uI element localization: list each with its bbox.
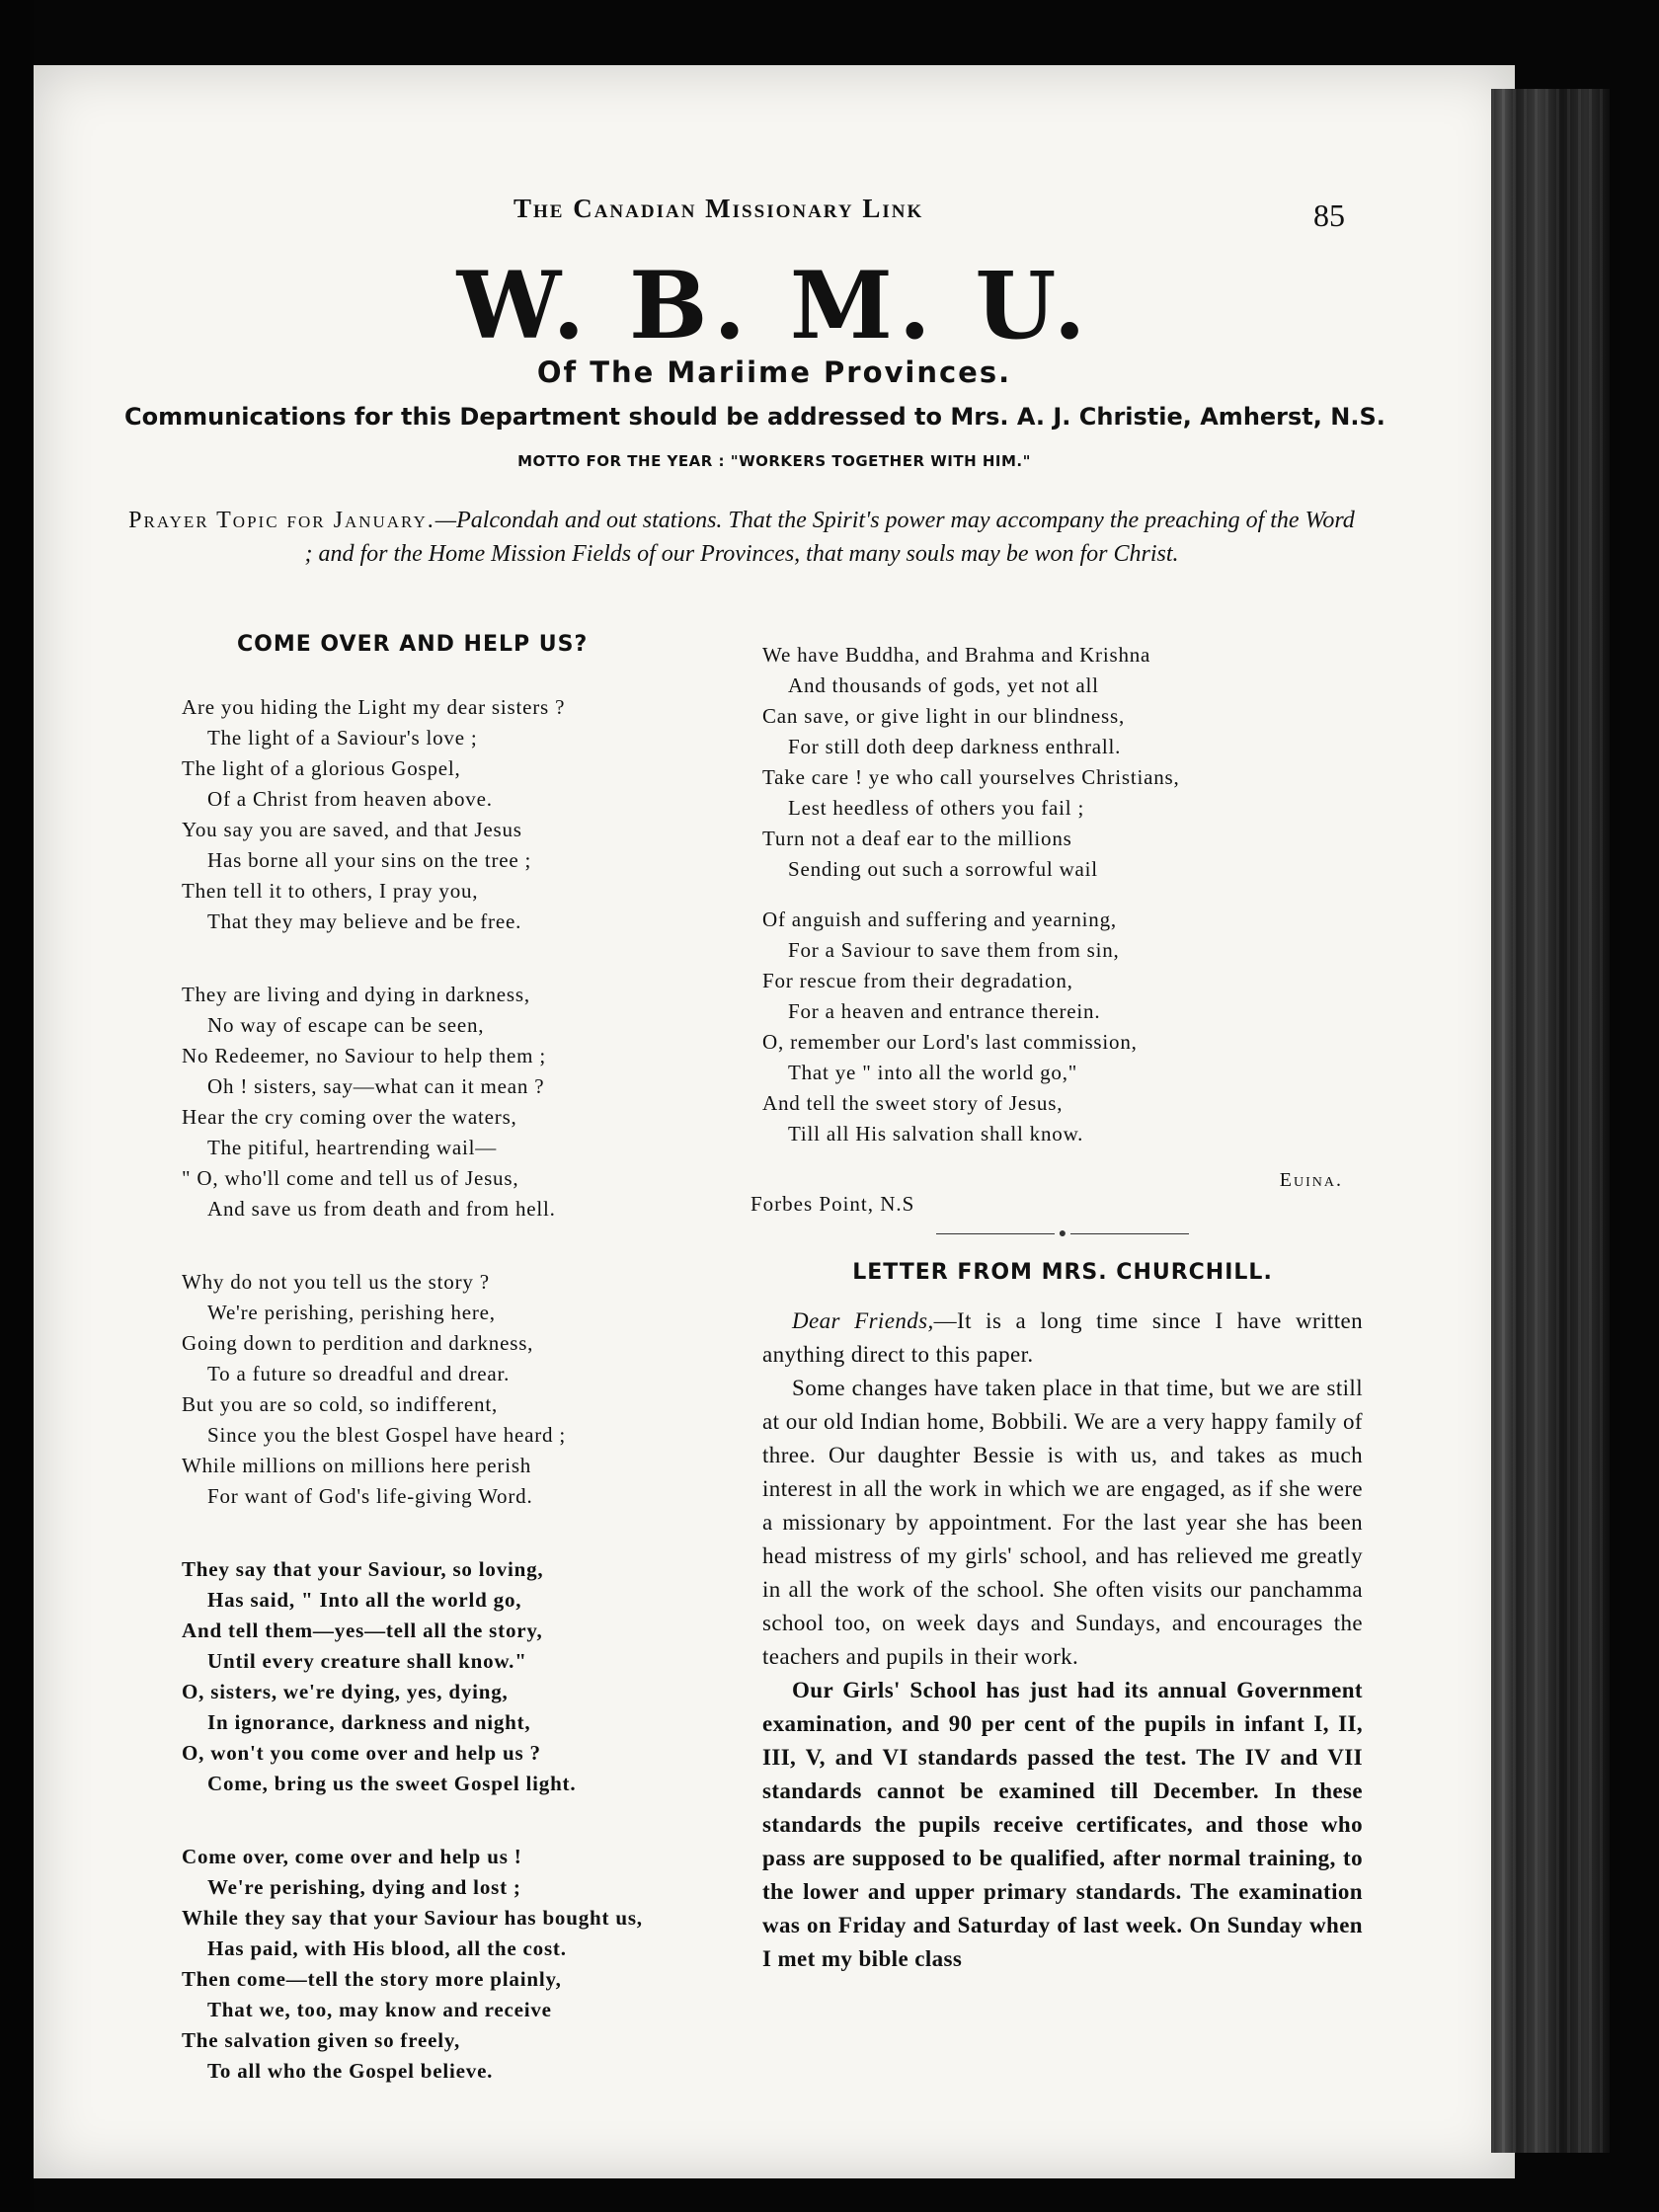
letter-paragraph-text: —It is a long time since I have written anything direct to this paper. <box>762 1308 1363 1367</box>
poem-line: Then come—tell the story more plainly, <box>182 1967 562 1991</box>
prayer-topic-lead: Prayer Topic for January. <box>128 508 435 533</box>
poem-line: That they may believe and be free. <box>207 909 522 933</box>
poem-line: Till all His salvation shall know. <box>788 1122 1084 1146</box>
poem-line: And thousands of gods, yet not all <box>788 673 1099 697</box>
masthead: W. B. M. U. <box>456 252 1092 360</box>
poem-line: Are you hiding the Light my dear sisters ? <box>182 695 566 719</box>
poem-line: Has said, " Into all the world go, <box>207 1588 522 1612</box>
poem-line: In ignorance, darkness and night, <box>207 1710 531 1734</box>
poem-place: Forbes Point, N.S <box>750 1192 915 1216</box>
poem-line: We have Buddha, and Brahma and Krishna <box>762 643 1151 667</box>
poem-line: Take care ! ye who call yourselves Christians, <box>762 765 1180 789</box>
poem-line: They say that your Saviour, so loving, <box>182 1557 544 1581</box>
prayer-topic-text: —Palcondah and out stations. That the Spirit's power may accompany the preaching of the Word ; and for the Home Mission Fields of our Provinces, that many souls may be won for Christ. <box>304 508 1355 567</box>
poem-line: Lest heedless of others you fail ; <box>788 796 1085 820</box>
poem-line: O, remember our Lord's last commission, <box>762 1030 1138 1054</box>
poem-line: No Redeemer, no Saviour to help them ; <box>182 1044 546 1067</box>
right-column <box>750 640 1363 1976</box>
poem-line: That ye " into all the world go," <box>788 1061 1078 1084</box>
prayer-topic <box>124 504 1359 571</box>
poem-line: The pitiful, heartrending wail— <box>207 1136 498 1159</box>
poem-line: Why do not you tell us the story ? <box>182 1270 490 1294</box>
poem-line: While millions on millions here perish <box>182 1454 532 1477</box>
poem-line: Come, bring us the sweet Gospel light. <box>207 1772 577 1795</box>
poem-line: They are living and dying in darkness, <box>182 983 530 1006</box>
motto: MOTTO FOR THE YEAR : "WORKERS TOGETHER WITH HIM." <box>517 452 1031 470</box>
poem-line: Come over, come over and help us ! <box>182 1845 522 1868</box>
poem-line: Has paid, with His blood, all the cost. <box>207 1936 567 1960</box>
poem-line: While they say that your Saviour has bought us, <box>182 1906 643 1930</box>
poem-line: Turn not a deaf ear to the millions <box>762 827 1072 850</box>
poem-line: Can save, or give light in our blindness, <box>762 704 1126 728</box>
poem-line: " O, who'll come and tell us of Jesus, <box>182 1166 519 1190</box>
poem-line: Going down to perdition and darkness, <box>182 1331 534 1355</box>
poem-line: And tell them—yes—tell all the story, <box>182 1619 543 1642</box>
poem-line: And tell the sweet story of Jesus, <box>762 1091 1064 1115</box>
poem-stanza <box>182 980 774 1224</box>
poem-line: For a Saviour to save them from sin, <box>788 938 1120 962</box>
poem-line: Oh ! sisters, say—what can it mean ? <box>207 1074 545 1098</box>
running-head: The Canadian Missionary Link <box>514 194 924 223</box>
poem-line: The light of a Saviour's love ; <box>207 726 478 750</box>
poem-line: Until every creature shall know." <box>207 1649 527 1673</box>
poem-line: You say you are saved, and that Jesus <box>182 818 522 841</box>
poem-stanza <box>762 905 1363 1149</box>
poem-title: COME OVER AND HELP US? <box>237 632 589 657</box>
poem-line: Since you the blest Gospel have heard ; <box>207 1423 567 1447</box>
poem-line: Then tell it to others, I pray you, <box>182 879 479 903</box>
letter-body <box>762 1304 1363 1976</box>
letter-salutation: Dear Friends, <box>792 1308 934 1333</box>
book-page-edges <box>1491 89 1610 2153</box>
letter-title: LETTER FROM MRS. CHURCHILL. <box>852 1260 1273 1285</box>
poem-line: That we, too, may know and receive <box>207 1998 552 2021</box>
poem-line: Hear the cry coming over the waters, <box>182 1105 517 1129</box>
poem-line: Has borne all your sins on the tree ; <box>207 848 532 872</box>
poem-stanza <box>182 1554 774 1799</box>
communications-notice: Communications for this Department should be addressed to Mrs. A. J. Christie, Amherst, N.S. <box>124 403 1385 431</box>
letter-paragraph <box>762 1304 1363 1372</box>
poem-line: The light of a glorious Gospel, <box>182 756 461 780</box>
poem-line: The salvation given so freely, <box>182 2028 461 2052</box>
poem-line: We're perishing, perishing here, <box>207 1301 496 1324</box>
letter-paragraph: Some changes have taken place in that time, but we are still at our old Indian home, Bobbili. We are a very happy family of three. Our daughter Bessie is with us, and takes as much interest in all the work in which we are engaged, as if she were a missionary by appointment. For the last year she has been head mistress of my girls' school, and has relieved me greatly in all the work of the school. She often visits our panchamma school too, on week days and Sundays, and encourages the teachers and pupils in their work. <box>762 1376 1363 1669</box>
poem-line: For want of God's life-giving Word. <box>207 1484 533 1508</box>
poem-line: And save us from death and from hell. <box>207 1197 556 1221</box>
page-number: 85 <box>1313 198 1345 233</box>
scan-border-left <box>0 0 34 2212</box>
poem-stanza <box>182 1267 774 1512</box>
poem-line: For rescue from their degradation, <box>762 969 1073 992</box>
poem-stanzas-left <box>182 692 774 2087</box>
poem-line: To a future so dreadful and drear. <box>207 1362 511 1385</box>
subhead: Of The Mariime Provinces. <box>536 356 1012 389</box>
poem-line: Of a Christ from heaven above. <box>207 787 493 811</box>
poem-stanza <box>182 692 774 937</box>
poem-line: We're perishing, dying and lost ; <box>207 1875 521 1899</box>
poem-stanzas-right <box>762 640 1363 1149</box>
poem-line: For still doth deep darkness enthrall. <box>788 735 1122 758</box>
poem-line: O, sisters, we're dying, yes, dying, <box>182 1680 509 1703</box>
poem-stanza <box>762 640 1363 885</box>
poem-line: To all who the Gospel believe. <box>207 2059 494 2083</box>
poem-line: For a heaven and entrance therein. <box>788 999 1101 1023</box>
left-column <box>182 632 774 2129</box>
letter-paragraph: Our Girls' School has just had its annual Government examination, and 90 per cent of the pupils in infant I, II, III, V, and VI standards passed the test. The IV and VII standards cannot be examined till December. In these standards the pupils receive certificates, and those who pass are supposed to be qualified, after normal training, to the lower and upper primary standards. The examination was on Friday and Saturday of last week. On Sunday when I met my bible class <box>762 1678 1363 1971</box>
poem-stanza <box>182 1842 774 2087</box>
section-divider: ● <box>762 1226 1363 1242</box>
poem-line: Of anguish and suffering and yearning, <box>762 908 1117 931</box>
poem-signature: Euina. <box>1279 1169 1343 1191</box>
poem-line: Sending out such a sorrowful wail <box>788 857 1098 881</box>
poem-line: O, won't you come over and help us ? <box>182 1741 541 1765</box>
poem-line: No way of escape can be seen, <box>207 1013 485 1037</box>
poem-line: But you are so cold, so indifferent, <box>182 1392 499 1416</box>
